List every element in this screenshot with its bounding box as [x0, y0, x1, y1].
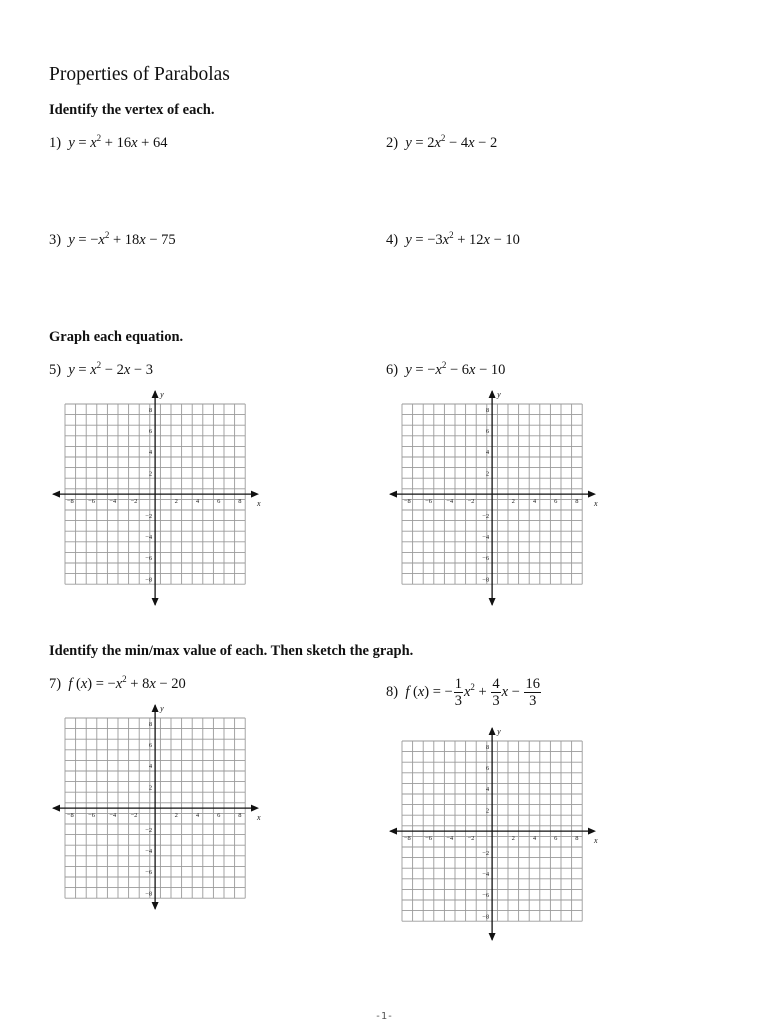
equation-render: $y = x^2 + 16x + 64$	[68, 133, 168, 151]
y-tick-label: 8	[485, 743, 490, 751]
problem-5	[49, 362, 153, 379]
x-axis-arrow-left	[389, 491, 397, 498]
y-tick-label: −2	[145, 826, 153, 834]
y-tick-label: −6	[482, 892, 490, 900]
y-axis-arrow-up	[152, 704, 159, 712]
equation-render: $y = x^2 - 2x - 3$	[68, 360, 153, 378]
x-axis-arrow-left	[52, 491, 60, 498]
y-tick-label: −8	[145, 890, 153, 898]
x-tick-label: 2	[174, 498, 178, 506]
problem-6	[386, 362, 505, 379]
page-title: Properties of Parabolas	[49, 64, 230, 85]
y-tick-label: −6	[145, 869, 153, 877]
y-tick-label: 8	[148, 406, 153, 414]
x-tick-label: 8	[575, 498, 579, 506]
section-heading-vertex: Identify the vertex of each.	[49, 102, 215, 118]
y-tick-label: −2	[482, 512, 490, 520]
y-tick-label: 4	[485, 449, 490, 457]
y-tick-label: 4	[148, 449, 153, 457]
problem-number: 6)	[386, 362, 399, 378]
x-tick-label: 6	[554, 498, 558, 506]
y-axis-label: y	[160, 704, 164, 713]
y-axis-label: y	[497, 727, 501, 736]
section-heading-graph: Graph each equation.	[49, 329, 184, 345]
x-tick-label: 2	[174, 812, 178, 820]
x-axis-arrow-left	[389, 828, 397, 835]
y-tick-label: −2	[482, 849, 490, 857]
y-tick-label: 4	[148, 763, 153, 771]
x-tick-label: 2	[511, 498, 515, 506]
y-tick-label: −8	[482, 576, 490, 584]
x-tick-label: −6	[88, 812, 95, 820]
y-axis-arrow-down	[152, 598, 159, 606]
y-axis-arrow-down	[152, 902, 159, 910]
y-tick-label: 8	[148, 720, 153, 728]
y-axis-arrow-down	[489, 933, 496, 941]
y-tick-label: 2	[148, 470, 153, 478]
problem-number: 3)	[49, 232, 62, 248]
x-axis-arrow-right	[588, 828, 596, 835]
equation-render: $y = 2x^2 - 4x - 2$	[405, 133, 498, 151]
x-tick-label: −2	[130, 812, 138, 820]
x-tick-label: 4	[532, 498, 537, 506]
y-tick-label: −8	[145, 576, 153, 584]
section-heading-minmax: Identify the min/max value of each. Then sketch the graph.	[49, 643, 414, 659]
y-tick-label: 2	[485, 470, 490, 478]
x-tick-label: −2	[130, 498, 138, 506]
y-tick-label: 2	[148, 784, 153, 792]
x-axis-label: x	[594, 836, 598, 846]
x-tick-label: −8	[403, 498, 411, 506]
problem-2	[386, 135, 497, 152]
page-number: -1-	[374, 1011, 394, 1022]
y-axis-arrow-up	[489, 727, 496, 735]
problem-7	[49, 676, 186, 693]
x-tick-label: 4	[195, 812, 200, 820]
x-tick-label: −4	[109, 812, 117, 820]
problem-8	[386, 676, 542, 709]
equation-render: f $(x) = -x^2 + 8x - 20$	[68, 674, 186, 692]
coordinate-grid-6[interactable]	[387, 388, 602, 608]
problem-3	[49, 232, 176, 249]
x-tick-label: −6	[425, 835, 432, 843]
problem-4	[386, 232, 520, 249]
y-tick-label: 6	[485, 428, 490, 435]
problem-1	[49, 135, 167, 152]
x-tick-label: −8	[403, 835, 411, 843]
x-axis-arrow-right	[251, 491, 259, 498]
x-tick-label: −2	[467, 835, 475, 843]
x-tick-label: 2	[511, 835, 515, 843]
problem-number: 2)	[386, 135, 399, 151]
y-axis-arrow-up	[152, 390, 159, 398]
x-axis-arrow-right	[251, 805, 259, 812]
x-tick-label: 8	[238, 498, 242, 506]
x-tick-label: −6	[425, 498, 432, 506]
problem-number: 8)	[386, 683, 399, 700]
x-tick-label: −4	[446, 835, 454, 843]
y-axis-arrow-down	[489, 598, 496, 606]
problem-number: 7)	[49, 676, 62, 692]
coordinate-grid-8[interactable]	[387, 725, 602, 943]
y-tick-label: −4	[482, 871, 490, 878]
problem-number: 5)	[49, 362, 62, 378]
y-axis-arrow-up	[489, 390, 496, 398]
y-tick-label: −4	[145, 534, 153, 541]
equation-render: $y = -3x^2 + 12x - 10$	[405, 230, 520, 248]
y-tick-label: 8	[485, 406, 490, 414]
x-tick-label: 6	[554, 835, 558, 843]
x-axis-label: x	[257, 813, 261, 823]
problem-number: 4)	[386, 232, 399, 248]
x-tick-label: 8	[575, 835, 579, 843]
y-tick-label: 6	[485, 765, 490, 772]
equation-render: f (x) = − $\frac{1}{3}$ $x^2$ + $\frac{4}{3}$ x − $\frac{16}{3}$	[405, 676, 540, 709]
x-tick-label: −8	[66, 812, 74, 820]
y-tick-label: −2	[145, 512, 153, 520]
x-axis-arrow-left	[52, 805, 60, 812]
x-axis-label: x	[594, 499, 598, 509]
y-tick-label: −8	[482, 913, 490, 921]
x-tick-label: −2	[467, 498, 475, 506]
x-tick-label: −4	[446, 498, 454, 506]
y-tick-label: −6	[145, 555, 153, 563]
x-tick-label: −6	[88, 498, 95, 506]
problem-number: 1)	[49, 135, 62, 151]
coordinate-grid-5[interactable]	[50, 388, 265, 608]
y-axis-label: y	[497, 390, 501, 399]
x-tick-label: −4	[109, 498, 117, 506]
x-tick-label: 4	[532, 835, 537, 843]
y-tick-label: −4	[482, 534, 490, 541]
y-tick-label: 4	[485, 786, 490, 794]
equation-render: $y = -x^2 + 18x - 75$	[68, 230, 176, 248]
y-tick-label: −4	[145, 848, 153, 855]
y-tick-label: −6	[482, 555, 490, 563]
x-tick-label: −8	[66, 498, 74, 506]
x-tick-label: 8	[238, 812, 242, 820]
y-tick-label: 2	[485, 807, 490, 815]
coordinate-grid-7[interactable]	[50, 702, 265, 912]
x-axis-label: x	[257, 499, 261, 509]
y-tick-label: 6	[148, 428, 153, 435]
x-axis-arrow-right	[588, 491, 596, 498]
y-tick-label: 6	[148, 742, 153, 749]
equation-render: $y = -x^2 - 6x - 10$	[405, 360, 506, 378]
y-axis-label: y	[160, 390, 164, 399]
x-tick-label: 4	[195, 498, 200, 506]
x-tick-label: 6	[217, 498, 221, 506]
x-tick-label: 6	[217, 812, 221, 820]
